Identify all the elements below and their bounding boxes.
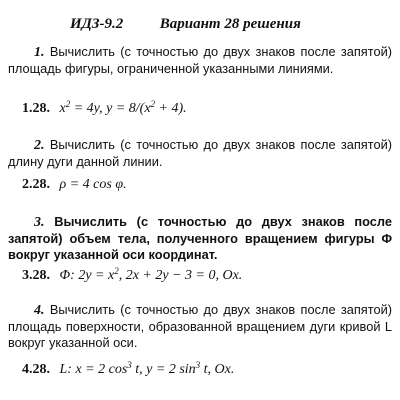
task-4-number: 4.: [34, 303, 45, 318]
task-3-text: Вычислить (с точностью до двух знаков после запятой) объем тела, полученного вращением фигуры Φ вокруг указанной оси координат.: [8, 214, 392, 262]
variant-title: Вариант 28 решения: [159, 16, 301, 32]
task-4-text: Вычислить (с точностью до двух знаков после запятой) площадь поверхности, образованной вращением дуги кривой L вокруг указанной оси.: [8, 302, 392, 350]
task-1-number: 1.: [34, 45, 45, 60]
task-3-answer: [22, 268, 392, 284]
task-4-answer: [22, 362, 392, 378]
task-4-formula: L: x = 2 $\cos^3 t$, y = 2 $\sin^3 t$, Ox.: [59, 360, 235, 377]
task-3-formula: Φ: $2y = x^2$, 2x + 2y − 3 = 0, Ox.: [59, 266, 243, 283]
task-2-statement: [8, 137, 392, 170]
task-3-number: 3.: [34, 215, 45, 230]
task-2-number: 2.: [34, 138, 45, 153]
task-1-statement: [8, 44, 392, 77]
task-1-answer: [22, 101, 392, 117]
task-2-answer-number: 2.28.: [22, 177, 50, 192]
doc-id: ИДЗ-9.2: [70, 16, 124, 32]
task-1-answer-number: 1.28.: [22, 101, 50, 116]
task-1-formula: $x^2 = 4y$, $y = 8/(x^2 + 4)$.: [59, 99, 187, 116]
task-1-text: Вычислить (с точностью до двух знаков после запятой) площадь фигуры, ограниченной указанными линиями.: [8, 44, 392, 76]
task-4-statement: [8, 302, 392, 351]
page-header: [70, 16, 390, 33]
task-4-answer-number: 4.28.: [22, 362, 50, 377]
task-2-answer: [22, 177, 392, 193]
task-3-answer-number: 3.28.: [22, 268, 50, 283]
task-2-text: Вычислить (с точностью до двух знаков после запятой) длину дуги данной линии.: [8, 137, 392, 169]
task-3-statement: [8, 214, 392, 263]
task-2-formula: ρ = 4 cos φ.: [59, 177, 127, 192]
